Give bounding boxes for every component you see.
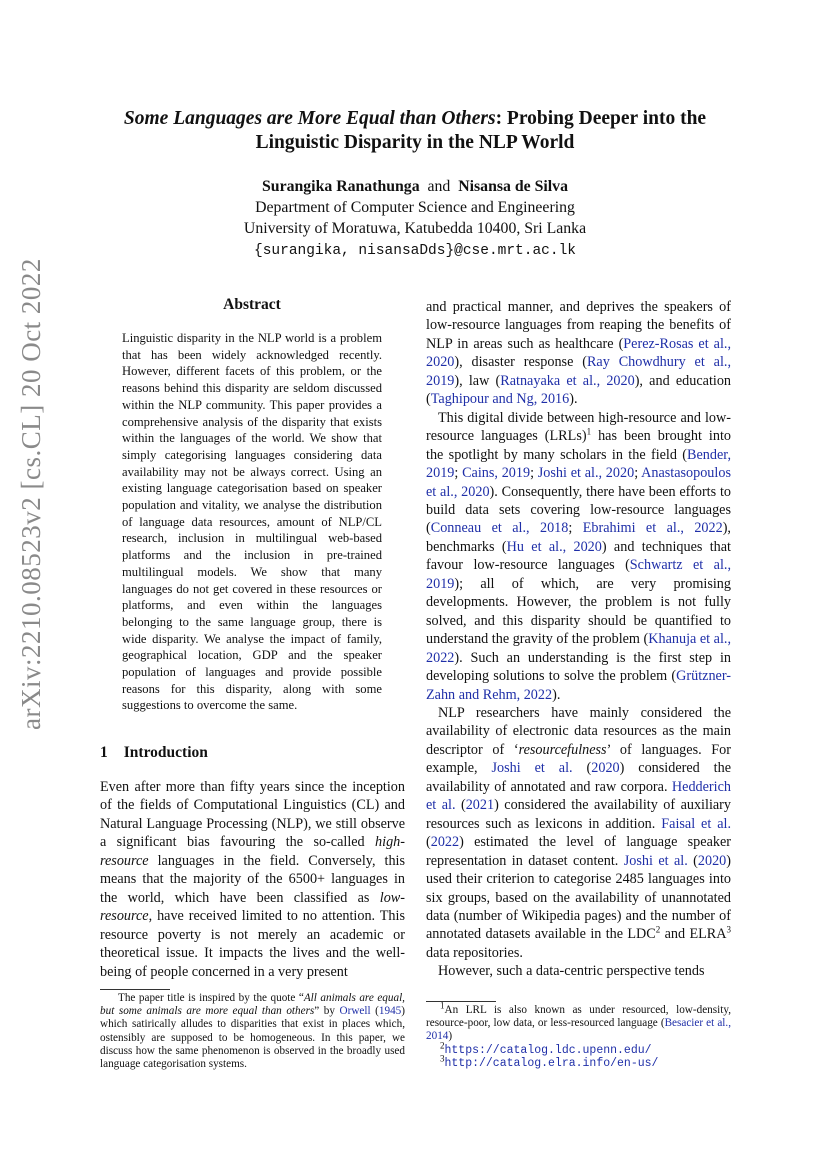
footnote-rule	[100, 989, 170, 990]
body-text: ), benchmarks (	[426, 520, 731, 555]
paragraph	[426, 298, 731, 409]
author-block	[95, 176, 735, 262]
footnote-1	[426, 1000, 731, 1044]
term-resourcefulness: resourcefulness	[518, 741, 607, 758]
intro-text: , have received limited to no attention. This resource poverty is not merely an academic or theoretical issue. It impacts the lives and the well-being of people concerned in a very present	[100, 908, 405, 980]
citation-link[interactable]: Hedderich et al.	[426, 778, 731, 814]
citation-link[interactable]: Perez-Rosas et al., 2020	[426, 335, 731, 371]
intro-text: Even after more than fifty years since the inception of the fields of Computational Linguistics (CL) and Natural Language Processing (NLP), we still observe a significant bias favouring the so-called	[100, 779, 405, 851]
footnote-text: )	[448, 1030, 453, 1043]
body-text: ;	[634, 465, 642, 482]
body-text: ); all of which, are very promising developments. However, the problem is not fully solved, and this disparity should be quantified to understand the gravity of the problem (	[426, 575, 731, 648]
abstract-text: Linguistic disparity in the NLP world is a problem that has been widely acknowledged recently. However, different facets of this problem, or the reasons behind this disparity are seldom discussed within the NLP community. This paper provides a comprehensive analysis of the disparity that exists within the languages of the world. We show that simply categorising languages considering data availability may not be always correct. Using an existing language categorisation based on speaker population and vitality, we analyse the distribution of language data resources, amount of NLP/CL research, inclusion in multilingual web-based platforms and the inclusion in pre-trained multilingual models. We show that many languages do not get covered in these resources or platforms, and even within the languages belonging to the same language group, there is wide disparity. We analyse the impact of family, geographical location, GDP and the speaker population of languages and provide possible reasons for this disparity, along with some suggestions to overcome the same.	[122, 331, 382, 713]
citation-link[interactable]: 2020	[697, 852, 727, 869]
citation-link[interactable]: Cains, 2019	[462, 465, 531, 482]
body-text: (	[455, 797, 466, 814]
body-text: (	[572, 760, 592, 777]
body-text: has been brought into the spotlight by many scholars in the field (	[426, 428, 731, 463]
title-line2: Linguistic Disparity in the NLP World	[255, 132, 575, 153]
paragraph	[426, 962, 731, 980]
body-text: ) considered the availability of auxiliary resources such as lexicons in addition.	[426, 797, 731, 832]
citation-link[interactable]: 2021	[465, 797, 495, 814]
body-text: ). Consequently, there have been efforts to build data sets covering low-resource languages (	[426, 483, 731, 537]
footnote-marker[interactable]: 1	[586, 426, 592, 437]
term-low-resource: low-resource	[100, 889, 405, 925]
citation-link[interactable]: Faisal et al.	[661, 815, 731, 832]
footnote-text: ) which satirically alludes to disparities that exist in places which, ostensibly are supposed to be homogeneous. In this paper, we discuss how the same phenomenon is observed in the broadly used language categorisation systems.	[100, 1005, 405, 1071]
footnote-marker[interactable]: 3	[726, 924, 731, 935]
body-text: ) considered the availability of annotated and raw corpora.	[426, 760, 731, 795]
body-text: (	[426, 834, 431, 851]
citation-link[interactable]: Ratnayaka et al., 2020	[500, 372, 635, 389]
title-footnote	[100, 992, 405, 1071]
author-and: and	[427, 178, 451, 195]
footnote-2	[426, 1039, 731, 1057]
footnote-3	[426, 1053, 731, 1070]
section-number: 1	[100, 744, 108, 761]
body-text: ) and techniques that favour low-resource languages (	[426, 538, 732, 574]
intro-paragraph	[100, 778, 405, 981]
author-email: {surangika, nisansaDds}@cse.mrt.ac.lk	[254, 243, 576, 259]
term-high-resource: high-resource	[100, 834, 405, 869]
body-text: ).	[569, 391, 578, 408]
section-heading	[100, 744, 224, 762]
body-text: ), and education (	[426, 372, 732, 408]
citation-link[interactable]: Taghipour and Ng, 2016	[430, 391, 570, 408]
citation-link[interactable]: Besacier et al., 2014	[426, 1017, 731, 1043]
citation-link[interactable]: Anastasopoulos et al., 2020	[426, 465, 731, 500]
footnote-text: The paper title is inspired by the quote “	[118, 992, 304, 1004]
citation-link[interactable]: Bender, 2019	[426, 446, 731, 482]
title-rest: : Probing Deeper into the	[495, 108, 707, 129]
body-text: ;	[454, 465, 463, 482]
author-1: Surangika Ranathunga	[262, 178, 420, 195]
body-text: ), disaster response (	[454, 354, 587, 371]
footnote-rule	[426, 1001, 496, 1002]
abstract-heading: Abstract	[223, 296, 281, 313]
body-text: ’ of languages. For example,	[426, 741, 731, 777]
body-text: ) estimated the level of language speaker representation in dataset content.	[426, 834, 731, 869]
body-text: ), law (	[454, 372, 501, 389]
citation-link[interactable]: Joshi et al.	[491, 760, 573, 777]
citation-link[interactable]: Khanuja et al., 2022	[426, 631, 731, 666]
paragraph	[426, 409, 731, 704]
body-text: data repositories.	[426, 944, 523, 961]
citation-link[interactable]: Hu et al., 2020	[506, 538, 602, 555]
footnote-text: ” by	[314, 1005, 340, 1018]
body-text: However, such a data-centric perspective tends	[438, 963, 705, 980]
department: Department of Computer Science and Engineering	[255, 199, 575, 216]
body-text: and practical manner, and deprives the speakers of low-resource languages from reaping the benefits of NLP in areas such as healthcare (	[426, 299, 731, 352]
body-text: ;	[530, 465, 538, 482]
orwell-quote: All animals are equal, but some animals are more equal than others	[100, 992, 405, 1018]
body-text: ) used their criterion to categorise 2485 languages into six groups, based on the availability of unannotated data (number of Wikipedia pages) and the number of annotated datasets available in the LDC	[426, 852, 731, 943]
section-title: Introduction	[123, 744, 208, 761]
citation-link[interactable]: 2022	[430, 834, 460, 851]
citation-link[interactable]: Joshi et al., 2020	[537, 465, 635, 482]
url-link[interactable]: http://catalog.elra.info/en-us/	[444, 1056, 659, 1070]
paper-title	[95, 107, 735, 155]
right-column	[426, 298, 731, 981]
body-text: ;	[568, 520, 583, 537]
citation-link[interactable]: Schwartz et al., 2019	[426, 557, 731, 592]
footnote-text: An LRL is also known as under resourced, low-density, resource-poor, low data, or less-resourced language (	[426, 1004, 731, 1030]
url-link[interactable]: https://catalog.ldc.upenn.edu/	[444, 1043, 652, 1057]
footnote-number: 2	[440, 1039, 445, 1050]
citation-link[interactable]: Ebrahimi et al., 2022	[582, 520, 723, 537]
body-text: This digital divide between high-resource and low-resource languages (LRLs)	[426, 409, 731, 445]
intro-text: languages in the field. Conversely, this means that the majority of the 6500+ languages in the world, which have been classified as	[100, 852, 405, 906]
title-italic: Some Languages are More Equal than Others	[123, 108, 496, 129]
paragraph	[426, 704, 731, 962]
footnote-marker[interactable]: 2	[655, 924, 661, 935]
body-text: ). Such an understanding is the first step in developing solutions to solve the problem (	[426, 649, 731, 685]
university: University of Moratuwa, Katubedda 10400, Sri Lanka	[243, 220, 587, 237]
citation-link[interactable]: Ray Chowdhury et al., 2019	[426, 354, 731, 389]
body-text: ).	[552, 686, 561, 703]
footnote-number: 1	[440, 1000, 445, 1011]
footnotes-right	[426, 1000, 731, 1070]
citation-link[interactable]: 2020	[591, 760, 620, 777]
body-text: (	[687, 852, 698, 869]
citation-link[interactable]: 1945	[378, 1005, 402, 1018]
author-2: Nisansa de Silva	[458, 178, 568, 195]
body-text: NLP researchers have mainly considered the availability of electronic data resources as the main descriptor of ‘	[426, 704, 731, 758]
citation-link[interactable]: Orwell	[339, 1005, 371, 1018]
footnote-number: 3	[440, 1053, 445, 1064]
footnote-text: (	[370, 1005, 379, 1018]
arxiv-sidebar: arXiv:2210.08523v2 [cs.CL] 20 Oct 2022	[16, 258, 46, 730]
citation-link[interactable]: Conneau et al., 2018	[430, 520, 569, 537]
citation-link[interactable]: Joshi et al.	[623, 852, 688, 869]
body-text: and ELRA	[660, 926, 727, 943]
citation-link[interactable]: Grützner-Zahn and Rehm, 2022	[426, 668, 731, 703]
